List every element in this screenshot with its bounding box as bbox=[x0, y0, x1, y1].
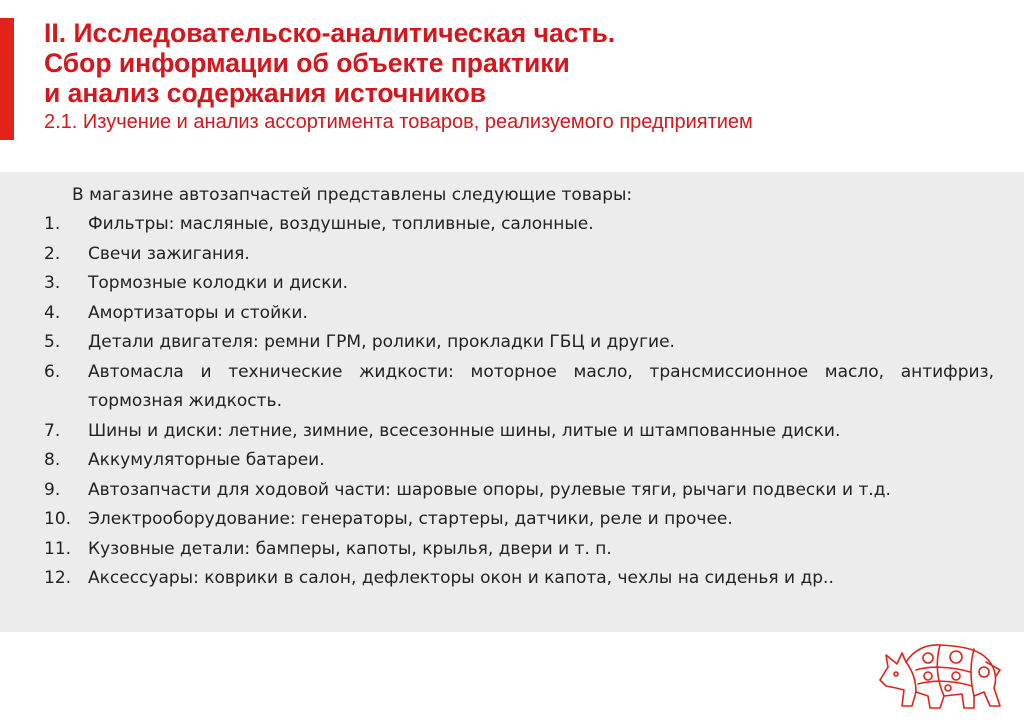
list-item bbox=[44, 446, 994, 476]
page-subtitle: 2.1. Изучение и анализ ассортимента товаров, реализуемого предприятием bbox=[44, 111, 753, 133]
rhino-logo-icon bbox=[876, 640, 1008, 716]
list-item-text: Свечи зажигания. bbox=[88, 243, 250, 264]
list-item-number: 5. bbox=[44, 332, 61, 352]
list-item-text: Тормозные колодки и диски. bbox=[88, 273, 348, 293]
list-item-number: 2. bbox=[44, 243, 61, 264]
list-item bbox=[44, 535, 994, 565]
content-panel bbox=[0, 172, 1024, 632]
list-item bbox=[44, 564, 994, 594]
list-item-number: 7. bbox=[44, 420, 61, 441]
list-item-number: 8. bbox=[44, 450, 61, 470]
list-item bbox=[44, 240, 994, 270]
list-item-text: Автомасла и технические жидкости: моторное масло, трансмиссионное масло, антифриз, тормозная жидкость. bbox=[88, 361, 994, 411]
page-title-line-3: и анализ содержания источников bbox=[44, 78, 486, 108]
list-item-text: Аккумуляторные батареи. bbox=[88, 450, 325, 470]
list-item-text: Кузовные детали: бамперы, капоты, крылья, двери и т. п. bbox=[88, 538, 612, 559]
page-title-line-1: II. Исследовательско-аналитическая часть. bbox=[44, 18, 616, 48]
list-item-text: Аксессуары: коврики в салон, дефлекторы окон и капота, чехлы на сиденья и др.. bbox=[88, 568, 834, 588]
list-item bbox=[44, 505, 994, 535]
intro-text: В магазине автозапчастей представлены следующие товары: bbox=[72, 185, 633, 205]
content-text bbox=[44, 180, 994, 594]
list-item-number: 4. bbox=[44, 302, 61, 323]
list-item bbox=[44, 417, 994, 447]
list-item-text: Автозапчасти для ходовой части: шаровые опоры, рулевые тяги, рычаги подвески и т.д. bbox=[88, 479, 891, 500]
list-item-number: 1. bbox=[44, 214, 61, 234]
list-item bbox=[44, 328, 994, 358]
list-item-number: 10. bbox=[44, 509, 72, 529]
list-item bbox=[44, 299, 994, 329]
list-item bbox=[44, 476, 994, 506]
list-item-number: 3. bbox=[44, 273, 61, 293]
list-item-text: Амортизаторы и стойки. bbox=[88, 302, 308, 323]
list-item-number: 9. bbox=[44, 479, 61, 500]
list-item-number: 11. bbox=[44, 538, 72, 559]
list-item-number: 12. bbox=[44, 568, 72, 588]
list-item-text: Фильтры: масляные, воздушные, топливные, салонные. bbox=[88, 214, 594, 234]
slide-header bbox=[44, 18, 1004, 134]
list-item bbox=[44, 269, 994, 299]
list-item bbox=[44, 358, 994, 417]
list-item-text: Электрооборудование: генераторы, стартеры, датчики, реле и прочее. bbox=[88, 509, 733, 529]
accent-bar bbox=[0, 18, 14, 140]
list-item-number: 6. bbox=[44, 361, 61, 382]
list-item-text: Детали двигателя: ремни ГРМ, ролики, прокладки ГБЦ и другие. bbox=[88, 332, 675, 352]
goods-list bbox=[44, 210, 994, 594]
list-item-text: Шины и диски: летние, зимние, всесезонные шины, литые и штампованные диски. bbox=[88, 420, 841, 441]
page-title-line-2: Сбор информации об объекте практики bbox=[44, 48, 570, 78]
list-item bbox=[44, 210, 994, 240]
